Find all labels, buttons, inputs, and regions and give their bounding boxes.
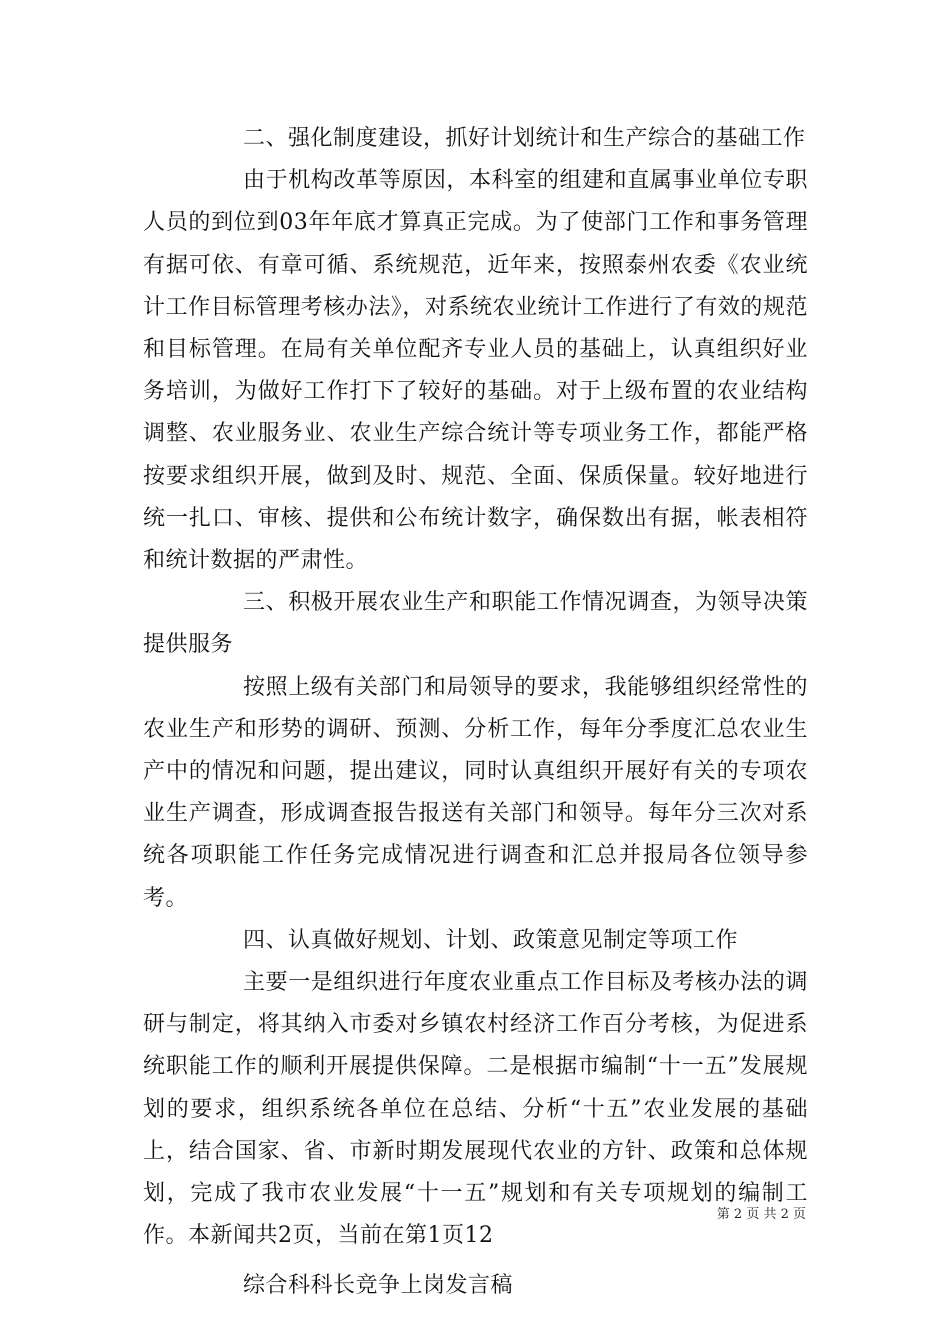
document-body — [143, 118, 808, 1308]
section-heading-3: 三、积极开展农业生产和职能工作情况调查，为领导决策提供服务 — [143, 590, 808, 658]
paragraph-survey: 按照上级有关部门和局领导的要求，我能够组织经常性的农业生产和形势的调研、预测、分析工作，每年分季度汇总农业生产中的情况和问题，提出建议，同时认真组织开展好有关的专项农业生产调查，形成调查报告报送有关部门和领导。每年分三次对系统各项职能工作任务完成情况进行调查和汇总并报局各位领导参考。 — [143, 674, 808, 911]
paragraph-statistics: 由于机构改革等原因，本科室的组建和直属事业单位专职人员的到位到03年年底才算真正完成。为了使部门工作和事务管理有据可依、有章可循、系统规范，近年来，按照泰州农委《农业统计工作目标管理考核办法》，对系统农业统计工作进行了有效的规范和目标管理。在局有关单位配齐专业人员的基础上，认真组织好业务培训，为做好工作打下了较好的基础。对于上级布置的农业结构调整、农业服务业、农业生产综合统计等专项业务工作，都能严格按要求组织开展，做到及时、规范、全面、保质保量。较好地进行统一扎口、审核、提供和公布统计数字，确保数出有据，帐表相符和统计数据的严肃性。 — [143, 168, 808, 574]
page-number: 第 2 页 共 2 页 — [716, 1207, 806, 1222]
section-heading-4: 四、认真做好规划、计划、政策意见制定等项工作 — [243, 927, 739, 953]
document-title-line: 综合科科长竞争上岗发言稿 — [243, 1273, 514, 1299]
section-heading-2: 二、强化制度建设，抓好计划统计和生产综合的基础工作 — [243, 126, 806, 151]
paragraph-planning: 主要一是组织进行年度农业重点工作目标及考核办法的调研与制定，将其纳入市委对乡镇农村经济工作百分考核，为促进系统职能工作的顺利开展提供保障。二是根据市编制“十一五”发展规划的要求，组织系统各单位在总结、分析“十五”农业发展的基础上，结合国家、省、市新时期发展现代农业的方针、政策和总体规划，完成了我市农业发展“十一五”规划和有关专项规划的编制工作。本新闻共2页，当前在第1页12 — [143, 970, 808, 1249]
